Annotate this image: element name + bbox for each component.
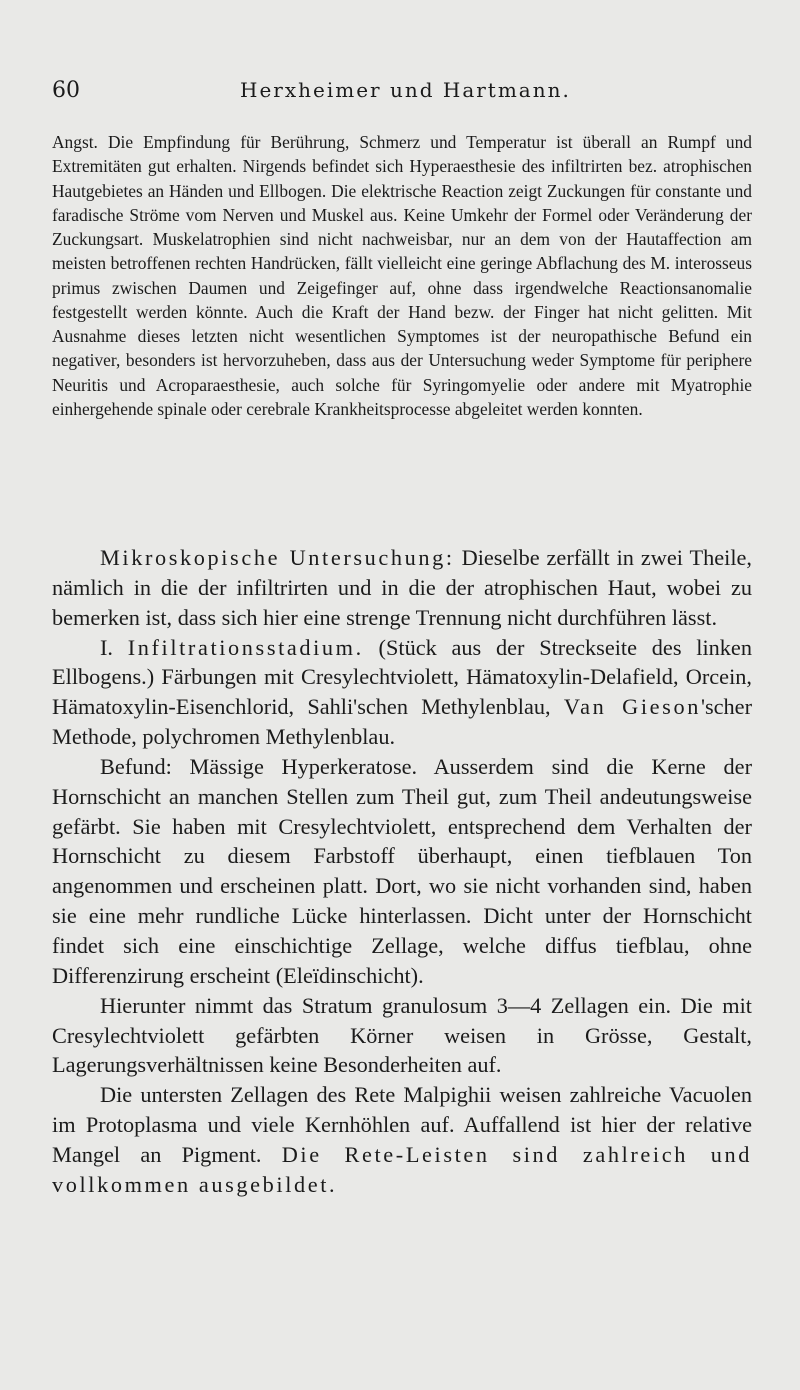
main-text-block <box>52 543 752 1200</box>
stratum-granulosum-paragraph: Hierunter nimmt das Stratum granulosum 3—4 Zellagen ein. Die mit Cresylechtviolett gefärbten Körner weisen in Grösse, Gestalt, Lagerungsverhältnissen keine Besonderheiten auf. <box>52 992 752 1078</box>
paragraph-text: Die untersten Zellagen des Rete Malpighii weisen zahlreiche Vacuolen im Protoplasma und viele Kernhöhlen auf. Auffallend ist hier der relative Mangel an Pigment. <box>52 1082 752 1167</box>
section-numeral: I. <box>100 634 128 660</box>
author-name: Van Gieson <box>563 694 701 720</box>
page-header <box>52 78 752 108</box>
paragraph-text: Dieselbe zerfällt in zwei Theile, nämlich in die der infiltrirten und in die der atrophischen Haut, wobei zu bemerken ist, dass sich hier eine strenge Trennung nicht durchführen lässt. <box>52 545 752 630</box>
infiltration-stage-paragraph <box>52 633 752 752</box>
spaced-emphasis: Die Rete-Leisten sind zahlreich und vollkommen ausgebildet. <box>52 1141 753 1197</box>
neurological-findings-paragraph: Angst. Die Empfindung für Berührung, Schmerz und Temperatur ist überall an Rumpf und Extremitäten gut erhalten. Nirgends befindet sich Hyperaesthesie des infiltrirten bez. atrophischen Hautgebietes an Händen und Ellbogen. Die elektrische Reaction zeigt Zuckungen für constante und faradische Ströme vom Nerven und Muskel aus. Keine Umkehr der Formel oder Veränderung der Zuckungsart. Muskelatrophien sind nicht nachweisbar, nur an dem von der Hautaffection am meisten betroffenen rechten Handrücken, fällt vielleicht eine geringe Abflachung des M. interosseus primus zwischen Daumen und Zeigefinger auf, ohne dass irgendwelche Reactionsanomalie festgestellt werden könnte. Auch die Kraft der Hand bezw. der Finger hat nicht gelitten. Mit Ausnahme dieses letzten nicht wesentlichen Symptomes ist der neuropathische Befund ein negativer, besonders ist hervorzuheben, dass aus der Untersuchung weder Symptome für periphere Neuritis und Acroparaesthesie, auch solche für Syringomyelie oder andere mit Myatrophie einhergehende spinale oder cerebrale Krankheitsprocesse abgeleitet werden konnten. <box>52 132 752 419</box>
small-print-block <box>52 130 752 421</box>
paragraph-text: 'scher Methode, polychromen Methylenblau. <box>52 694 752 750</box>
page-number: 60 <box>52 78 80 103</box>
section-heading-infiltration: Infiltrationsstadium. <box>127 634 364 660</box>
running-head: Herxheimer und Hartmann. <box>240 78 571 102</box>
rete-malpighii-paragraph <box>52 1080 752 1199</box>
section-heading-microscopic: Mikroskopische Untersuchung: <box>100 545 455 570</box>
microscopic-examination-paragraph <box>52 543 752 633</box>
paragraph-text: (Stück aus der Streckseite des linken Ellbogens.) Färbungen mit Cresylechtviolett, Hämatoxylin-Delafield, Orcein, Hämatoxylin-Eisenchlorid, Sahli'schen Methylenblau, <box>52 634 752 720</box>
findings-paragraph: Befund: Mässige Hyperkeratose. Ausserdem sind die Kerne der Hornschicht an manchen Stellen zum Theil gut, zum Theil andeutungsweise gefärbt. Sie haben mit Cresylechtviolett, entsprechend dem Verhalten der Hornschicht zu diesem Farbstoff überhaupt, einen tiefblauen Ton angenommen und erscheinen platt. Dort, wo sie nicht vorhanden sind, haben sie eine mehr rundliche Lücke hinterlassen. Dicht unter der Hornschicht findet sich eine einschichtige Zellage, welche diffus tiefblau, ohne Differenzirung erscheint (Eleïdinschicht). <box>52 753 752 988</box>
